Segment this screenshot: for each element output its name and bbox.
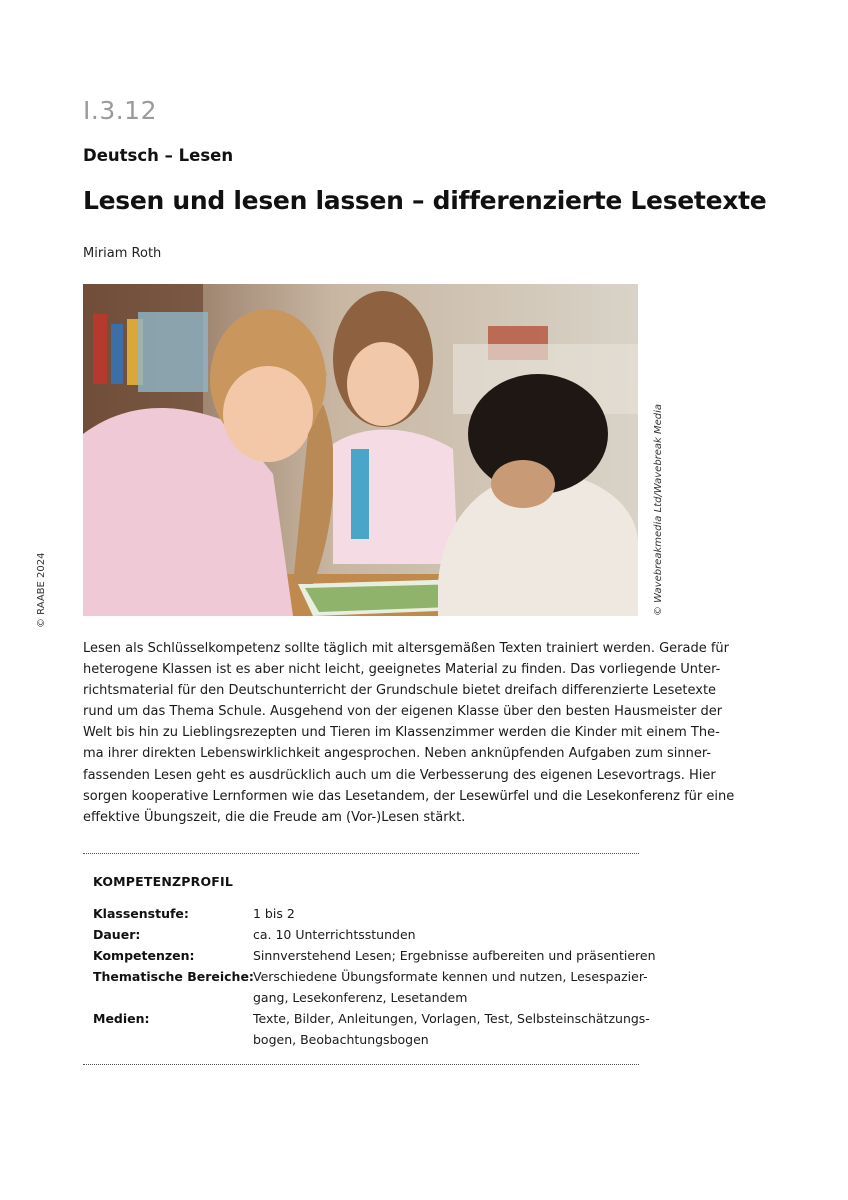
profile-value — [253, 945, 656, 966]
profile-label: Kompetenzen: — [93, 948, 195, 963]
profile-value-line: Verschiedene Übungsformate kennen und nutzen, Lesespazier- — [253, 969, 648, 984]
competence-profile-box — [83, 853, 656, 1065]
intro-line: Welt bis hin zu Lieblingsrezepten und Tieren im Klassenzimmer werden die Kinder mit einem The- — [83, 725, 720, 741]
profile-heading: KOMPETENZPROFIL — [93, 874, 234, 889]
copyright-notice: © RAABE 2024 — [36, 552, 47, 628]
intro-line: ma ihrer direkten Lebenswirklichkeit angesprochen. Neben anknüpfenden Aufgaben zum sinner- — [83, 746, 712, 762]
profile-value-line: Sinnverstehend Lesen; Ergebnisse aufbereiten und präsentieren — [253, 948, 656, 963]
page-title: Lesen und lesen lassen – differenzierte Lesetexte — [83, 186, 767, 215]
profile-value-line: Texte, Bilder, Anleitungen, Vorlagen, Test, Selbsteinschätzungs- — [253, 1011, 650, 1026]
intro-line: rund um das Thema Schule. Ausgehend von der eigenen Klasse über den besten Hausmeister der — [83, 704, 723, 720]
profile-label: Dauer: — [93, 927, 141, 942]
author-name: Miriam Roth — [83, 246, 162, 261]
intro-line: Lesen als Schlüsselkompetenz sollte täglich mit altersgemäßen Texten trainiert werden. Gerade für — [83, 641, 730, 656]
profile-value-line: ca. 10 Unterrichtsstunden — [253, 927, 416, 942]
intro-line: richtsmaterial für den Deutschunterricht der Grundschule bietet dreifach differenzierte Lesetexte — [83, 683, 717, 699]
profile-value — [253, 903, 623, 924]
subject-heading: Deutsch – Lesen — [83, 146, 234, 165]
profile-label: Medien: — [93, 1011, 150, 1026]
intro-line: heterogene Klassen ist es aber nicht leicht, geeignetes Material zu finden. Das vorliegende Unter- — [83, 662, 721, 678]
profile-value-line: gang, Lesekonferenz, Lesetandem — [253, 990, 468, 1005]
intro-line: effektive Übungszeit, die die Freude am (Vor-)Lesen stärkt. — [83, 809, 466, 825]
profile-label: Klassenstufe: — [93, 906, 189, 921]
intro-line: sorgen kooperative Lernformen wie das Lesetandem, der Lesewürfel und die Lesekonferenz für eine — [83, 788, 735, 804]
profile-value-line: bogen, Beobachtungsbogen — [253, 1032, 429, 1047]
profile-value — [253, 1008, 650, 1050]
profile-label: Thematische Bereiche: — [93, 969, 254, 984]
cover-photo — [83, 284, 638, 616]
profile-value-line: 1 bis 2 — [253, 906, 295, 921]
profile-value — [253, 966, 648, 1008]
intro-line: fassenden Lesen geht es ausdrücklich auch um die Verbesserung des eigenen Lesevortrags. Hier — [83, 767, 716, 783]
profile-value — [253, 924, 623, 945]
photo-credit: © Wavebreakmedia Ltd/Wavebreak Media — [653, 403, 664, 616]
section-number: I.3.12 — [83, 96, 157, 125]
intro-paragraph — [83, 638, 735, 828]
